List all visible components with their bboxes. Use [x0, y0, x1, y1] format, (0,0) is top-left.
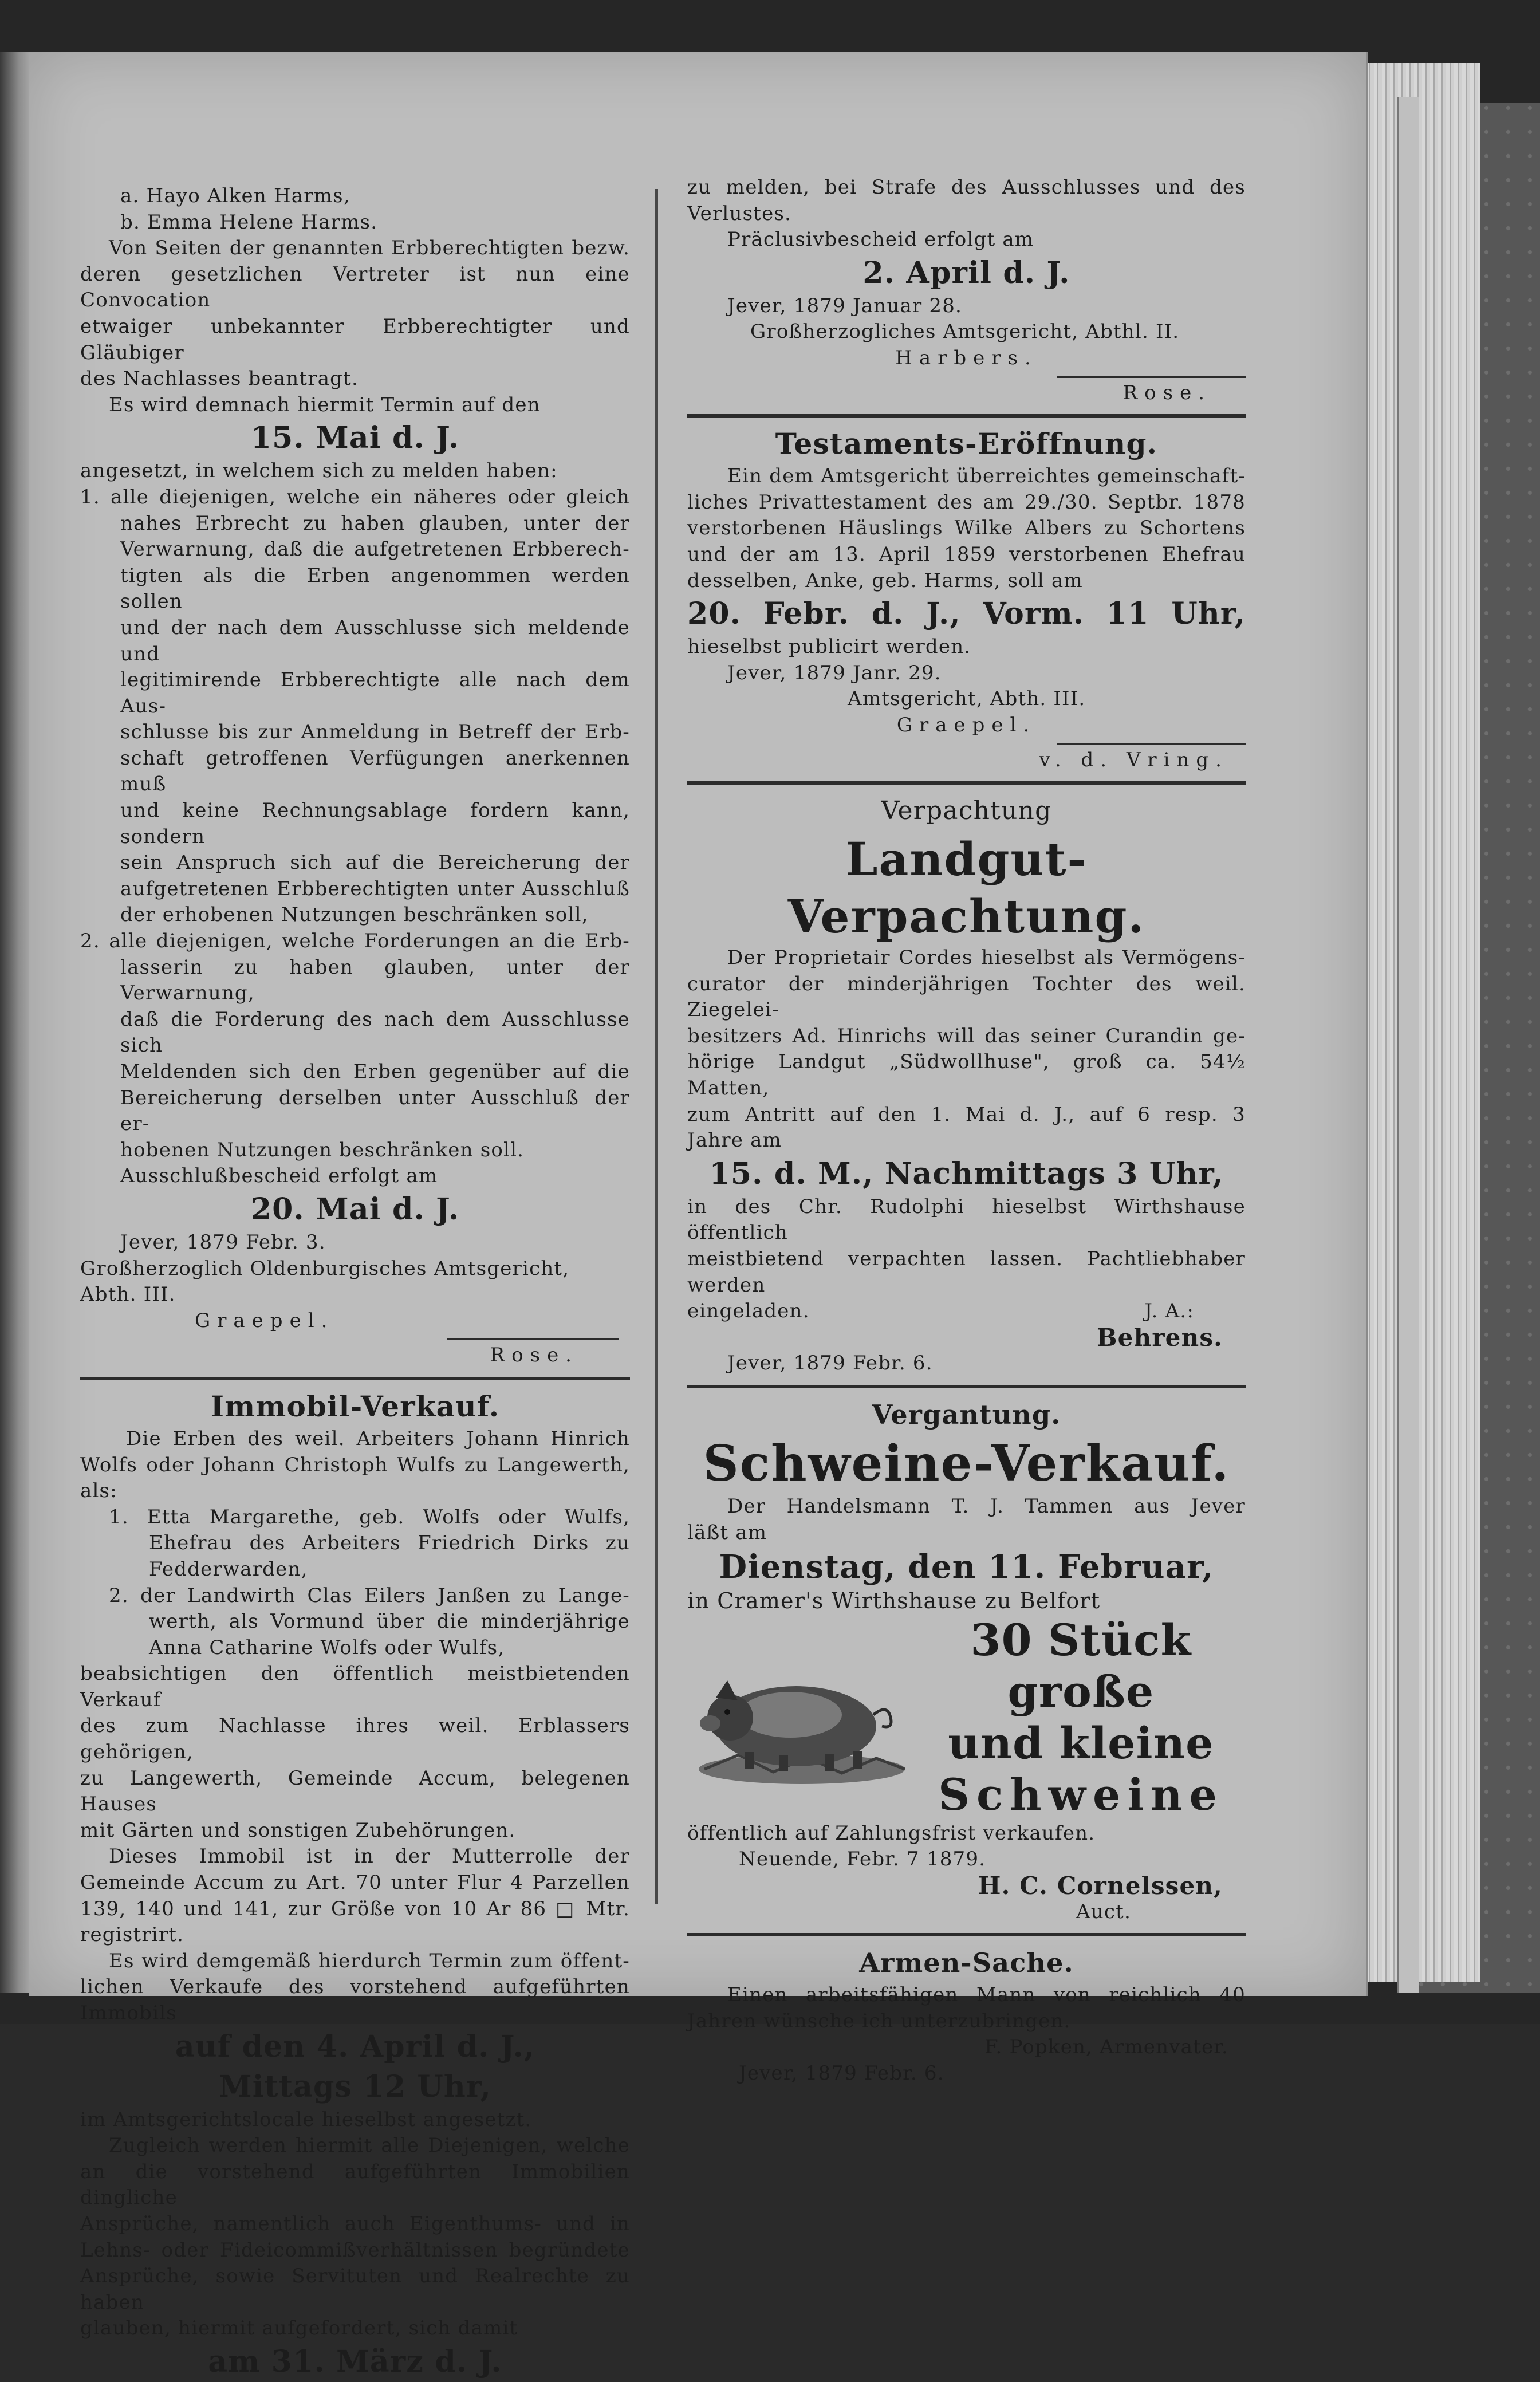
text-line: desselben, Anke, geb. Harms, soll am [687, 569, 1083, 592]
text-line: lichen Verkaufe des vorstehend aufgeführten Immobils [80, 1975, 630, 2025]
pig-advert-row [687, 1615, 1246, 1821]
text-line: Ansprüche, namentlich auch Eigenthums- und in [80, 2212, 630, 2235]
text-line: angesetzt, in welchem sich zu melden haben: [80, 459, 558, 483]
text-span: eingeladen. [687, 1300, 810, 1323]
text-line: Lehns- oder Fideicommißverhältnissen begründete [80, 2238, 630, 2262]
text-line: beabsichtigen den öffentlich meistbietenden Verkauf [80, 1662, 630, 1711]
text-line: registrirt. [80, 1923, 184, 1947]
text-line: besitzers Ad. Hinrichs will das seiner Curandin ge- [687, 1024, 1246, 1048]
signature: Graepel. [896, 713, 1037, 737]
court-name: Amtsgericht, Abth. III. [848, 687, 1086, 711]
place-date: Jever, 1879 Januar 28. [727, 294, 963, 317]
section-heading: Testaments-Eröffnung. [775, 427, 1158, 461]
text-line: des zum Nachlasse ihres weil. Erblassers gehörigen, [80, 1714, 630, 1764]
list-item [80, 928, 630, 1163]
page-stack-edges [1366, 63, 1480, 1982]
pig-illustration-icon [687, 1646, 916, 1789]
date-heading: 2. April d. J. [862, 255, 1070, 290]
text-line: 1. Etta Margarethe, geb. Wolfs oder Wulfs, [109, 1505, 630, 1529]
text-line: schaft getroffenen Verfügungen anerkennen muß [120, 746, 630, 796]
text-line: Die Erben des weil. Arbeiters Johann Hinrich [126, 1427, 630, 1450]
section-heading: Armen-Sache. [859, 1947, 1074, 1979]
text-line: Es wird demnach hiermit Termin auf den [109, 393, 541, 416]
section-separator [687, 1933, 1246, 1936]
signature: F. Popken, Armenvater. [984, 2035, 1228, 2059]
text-line: zum Antritt auf den 1. Mai d. J., auf 6 resp. 3 [687, 1103, 1246, 1126]
text-line: 2. alle diejenigen, welche Forderungen an die Erb- [80, 930, 630, 953]
text-span: J. A.: [1144, 1300, 1194, 1323]
section-heading: Schweine-Verkauf. [703, 1435, 1230, 1493]
section-subheading: Vergantung. [872, 1399, 1061, 1430]
text-line: hieselbst publicirt werden. [687, 635, 971, 659]
text-line [687, 1298, 1246, 1325]
text-line: a. Hayo Alken Harms, [120, 184, 350, 207]
text-line: Gemeinde Accum zu Art. 70 unter Flur 4 Parzellen [80, 1871, 630, 1895]
text-line: b. Emma Helene Harms. [120, 210, 378, 234]
left-column [80, 183, 630, 2382]
text-line: Anna Catharine Wolfs oder Wulfs, [149, 1636, 505, 1659]
list-item [80, 1583, 630, 1662]
time-heading: Mittags 12 Uhr, [218, 2069, 492, 2104]
text-line: Meldenden sich den Erben gegenüber auf die [120, 1060, 630, 1083]
pig-advert-text [916, 1615, 1246, 1821]
text-line: werth, als Vormund über die minderjährige [149, 1610, 630, 1633]
text-line: liches Privattestament des am 29./30. Septbr. 1878 [687, 490, 1246, 514]
text-line: hörige Landgut „Südwollhuse", groß ca. 54½ Matten, [687, 1050, 1246, 1100]
signature-rule [1057, 376, 1246, 378]
text-line: an die vorstehend aufgeführten Immobilien dingliche [80, 2160, 630, 2210]
text-line: daß die Forderung des nach dem Ausschlusse sich [120, 1007, 630, 1057]
place-date: Jever, 1879 Janr. 29. [727, 661, 942, 684]
text-line: öffentlich auf Zahlungsfrist verkaufen. [687, 1821, 1096, 1845]
signature: H. C. Cornelssen, [978, 1871, 1223, 1900]
text-line: Jahre am [687, 1129, 782, 1152]
text-line: verstorbenen Häuslings Wilke Albers zu Schortens [687, 517, 1246, 540]
section-subheading: Verpachtung [881, 796, 1052, 826]
text-line: des Nachlasses beantragt. [80, 367, 359, 391]
text-line: 2. der Landwirth Clas Eilers Janßen zu Lange- [109, 1584, 630, 1607]
text-line: Präclusivbescheid erfolgt am [727, 228, 1034, 251]
text-line: curator der minderjährigen Tochter des weil. Ziegelei- [687, 972, 1246, 1022]
date-heading: Dienstag, den 11. Februar, [719, 1548, 1214, 1586]
signature: Graepel. [195, 1309, 334, 1332]
text-line: Zugleich werden hiermit alle Diejenigen, welche [109, 2134, 630, 2157]
text-line: Bereicherung derselben unter Ausschluß der er- [120, 1086, 630, 1136]
text-line: und keine Rechnungsablage fordern kann, sondern [120, 799, 630, 848]
text-line: läßt am [687, 1521, 767, 1544]
place-date: Jever, 1879 Febr. 3. [120, 1230, 326, 1254]
text-line: und der nach dem Ausschlusse sich meldende und [120, 616, 630, 666]
date-heading: am 31. März d. J. [208, 2344, 502, 2379]
text-line: zu melden, bei Strafe des Ausschlusses und des [687, 176, 1246, 199]
signature-rule [447, 1338, 619, 1340]
text-line: in Cramer's Wirthshause zu Belfort [687, 1588, 1101, 1614]
text-line: lasserin zu haben glauben, unter der Verwarnung, [120, 955, 630, 1005]
text-line: zu Langewerth, Gemeinde Accum, belegenen Hauses [80, 1766, 630, 1816]
text-line: Verwarnung, daß die aufgetretenen Erbberech- [120, 538, 630, 561]
signature: Auct. [1076, 1900, 1131, 1923]
text-line: 30 Stück große [970, 1614, 1192, 1717]
text-line: sein Anspruch sich auf die Bereicherung der [120, 851, 630, 875]
date-heading: 20. Mai d. J. [250, 1191, 460, 1227]
text-line: Ein dem Amtsgericht überreichtes gemeinschaft- [727, 464, 1246, 488]
text-line: Ausschlußbescheid erfolgt am [120, 1164, 438, 1188]
text-line: aufgetretenen Erbberechtigten unter Ausschluß [120, 877, 630, 900]
text-line: legitimirende Erbberechtigte alle nach dem Aus- [120, 668, 630, 718]
signature: v. d. Vring. [1039, 748, 1228, 771]
place-date: Jever, 1879 Febr. 6. [727, 1352, 933, 1375]
signature: Harbers. [895, 346, 1038, 369]
place-date: Neuende, Febr. 7 1879. [739, 1848, 986, 1871]
text-line: hobenen Nutzungen beschränken soll. [120, 1138, 525, 1162]
section-separator [687, 781, 1246, 785]
text-line: und kleine [948, 1717, 1214, 1769]
section-separator [80, 1377, 630, 1380]
text-line: schlusse bis zur Anmeldung in Betreff der Erb- [120, 720, 630, 744]
date-heading: 20. Febr. d. J., Vorm. 11 Uhr, [687, 596, 1246, 632]
text-line: Dieses Immobil ist in der Mutterrolle der [109, 1845, 630, 1868]
previous-page-edge [0, 52, 31, 1993]
text-line: 1. alle diejenigen, welche ein näheres oder gleich [80, 485, 630, 509]
text-line: Jahren wünsche ich unterzubringen. [687, 2009, 1071, 2033]
signature: Behrens. [1096, 1323, 1223, 1352]
column-divider [655, 189, 658, 1904]
text-line: der erhobenen Nutzungen beschränken soll, [120, 903, 589, 927]
binding-strip [1397, 97, 1419, 1993]
court-name: Großherzogliches Amtsgericht, Abthl. II. [750, 320, 1180, 344]
court-name: Großherzoglich Oldenburgisches Amtsgericht, Abth. III. [80, 1257, 570, 1306]
text-line: 139, 140 und 141, zur Größe von 10 Ar 86 □ Mtr. [80, 1897, 630, 1920]
text-line: in des Chr. Rudolphi hieselbst Wirthshause öffentlich [687, 1195, 1246, 1245]
date-heading: 15. d. M., Nachmittags 3 Uhr, [709, 1156, 1224, 1191]
text-line: im Amtsgerichtslocale hieselbst angesetzt. [80, 2108, 532, 2131]
text-line: glauben, hiermit aufgefordert, sich damit [80, 2317, 518, 2340]
text-line: etwaiger unbekannter Erbberechtigter und Gläubiger [80, 314, 630, 364]
signature: Rose. [490, 1344, 578, 1367]
text-line: tigten als die Erben angenommen werden sollen [120, 564, 630, 613]
text-line: Ehefrau des Arbeiters Friedrich Dirks zu [149, 1531, 630, 1555]
section-heading: Landgut-Verpachtung. [787, 832, 1145, 944]
date-heading: 15. Mai d. J. [250, 420, 460, 456]
text-line: als: [80, 1479, 117, 1503]
text-line: nahes Erbrecht zu haben glauben, unter der [120, 511, 630, 535]
text-line: mit Gärten und sonstigen Zubehörungen. [80, 1818, 516, 1842]
signature: Rose. [1122, 381, 1211, 404]
text-line: Fedderwarden, [149, 1557, 308, 1581]
text-line: Es wird demgemäß hierdurch Termin zum öffent- [109, 1949, 630, 1972]
signature-rule [1057, 743, 1246, 745]
text-line: deren gesetzlichen Vertreter ist nun eine Convocation [80, 262, 630, 312]
text-line: Schweine [938, 1769, 1224, 1820]
list-item [80, 1505, 630, 1583]
text-line: Der Proprietair Cordes hieselbst als Vermögens- [727, 946, 1246, 970]
date-heading: auf den 4. April d. J., [175, 2029, 535, 2064]
place-date: Jever, 1879 Febr. 6. [739, 2061, 944, 2085]
text-line: Von Seiten der genannten Erbberechtigten bezw. [109, 237, 630, 260]
section-separator [687, 414, 1246, 418]
text-line: Verlustes. [687, 202, 792, 225]
section-separator [687, 1385, 1246, 1388]
text-line: Einen arbeitsfähigen Mann von reichlich 40 [727, 1983, 1246, 2007]
list-item [80, 485, 630, 928]
text-line: Wolfs oder Johann Christoph Wulfs zu Langewerth, [80, 1453, 630, 1477]
right-column [687, 175, 1246, 2087]
text-line: Ansprüche, sowie Servituten und Realrechte zu haben [80, 2265, 630, 2314]
section-heading: Immobil-Verkauf. [210, 1389, 500, 1423]
text-line: und der am 13. April 1859 verstorbenen Ehefrau [687, 542, 1246, 566]
text-line: meistbietend verpachten lassen. Pachtliebhaber werden [687, 1247, 1246, 1297]
text-line: Der Handelsmann T. J. Tammen aus Jever [727, 1495, 1246, 1518]
